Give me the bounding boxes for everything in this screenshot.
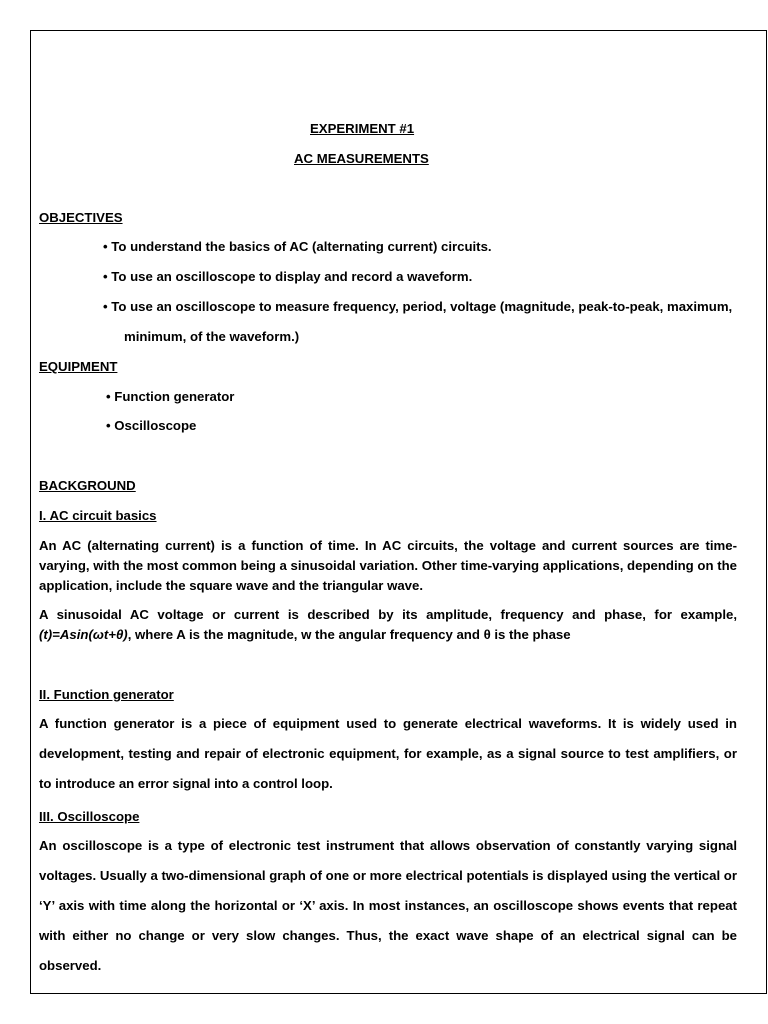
background-heading: BACKGROUND (39, 478, 136, 493)
equipment-item-2: • Oscilloscope (106, 418, 197, 433)
paragraph-2-text: A sinusoidal AC voltage or current is described by its amplitude, frequency and phase, for example, (39, 607, 737, 622)
equipment-heading: EQUIPMENT (39, 359, 118, 374)
objective-item-1: • To understand the basics of AC (alternating current) circuits. (103, 239, 492, 254)
equipment-item-1: • Function generator (106, 389, 235, 404)
objective-item-2: • To use an oscilloscope to display and record a waveform. (103, 269, 473, 284)
objective-item-3-continued: minimum, of the waveform.) (124, 329, 300, 344)
document-page (30, 30, 767, 994)
section-1-paragraph-2 (39, 605, 737, 645)
document-title: AC MEASUREMENTS (294, 151, 429, 166)
section-1-heading: I. AC circuit basics (39, 508, 157, 523)
section-1-paragraph-1: An AC (alternating current) is a function of time. In AC circuits, the voltage and current sources are time-varying, with the most common being a sinusoidal variation. Other time-varying applications, depending on the application, include the square wave and the triangular wave. (39, 538, 737, 593)
section-2-paragraph: A function generator is a piece of equipment used to generate electrical waveforms. It is widely used in development, testing and repair of electronic equipment, for example, as a signal source to test amplifiers, or to introduce an error signal into a control loop. (39, 716, 737, 791)
paragraph-2-rest: , where A is the magnitude, w the angular frequency and θ is the phase (127, 627, 571, 642)
section-3-paragraph: An oscilloscope is a type of electronic test instrument that allows observation of constantly varying signal voltages. Usually a two-dimensional graph of one or more electrical potentials is displayed using the vertical or ‘Y’ axis with time along the horizontal or ‘X’ axis. In most instances, an oscilloscope shows events that repeat with either no change or very slow changes. Thus, the exact wave shape of an electrical signal can be observed. (39, 838, 737, 973)
sinusoid-formula: (t)=Asin(ωt+θ) (39, 627, 128, 642)
section-3-heading: III. Oscilloscope (39, 809, 140, 824)
objective-item-3: • To use an oscilloscope to measure frequency, period, voltage (magnitude, peak-to-peak, maximum, (103, 299, 733, 314)
experiment-number: EXPERIMENT #1 (310, 121, 415, 136)
section-2-heading: II. Function generator (39, 687, 174, 702)
objectives-heading: OBJECTIVES (39, 210, 123, 225)
